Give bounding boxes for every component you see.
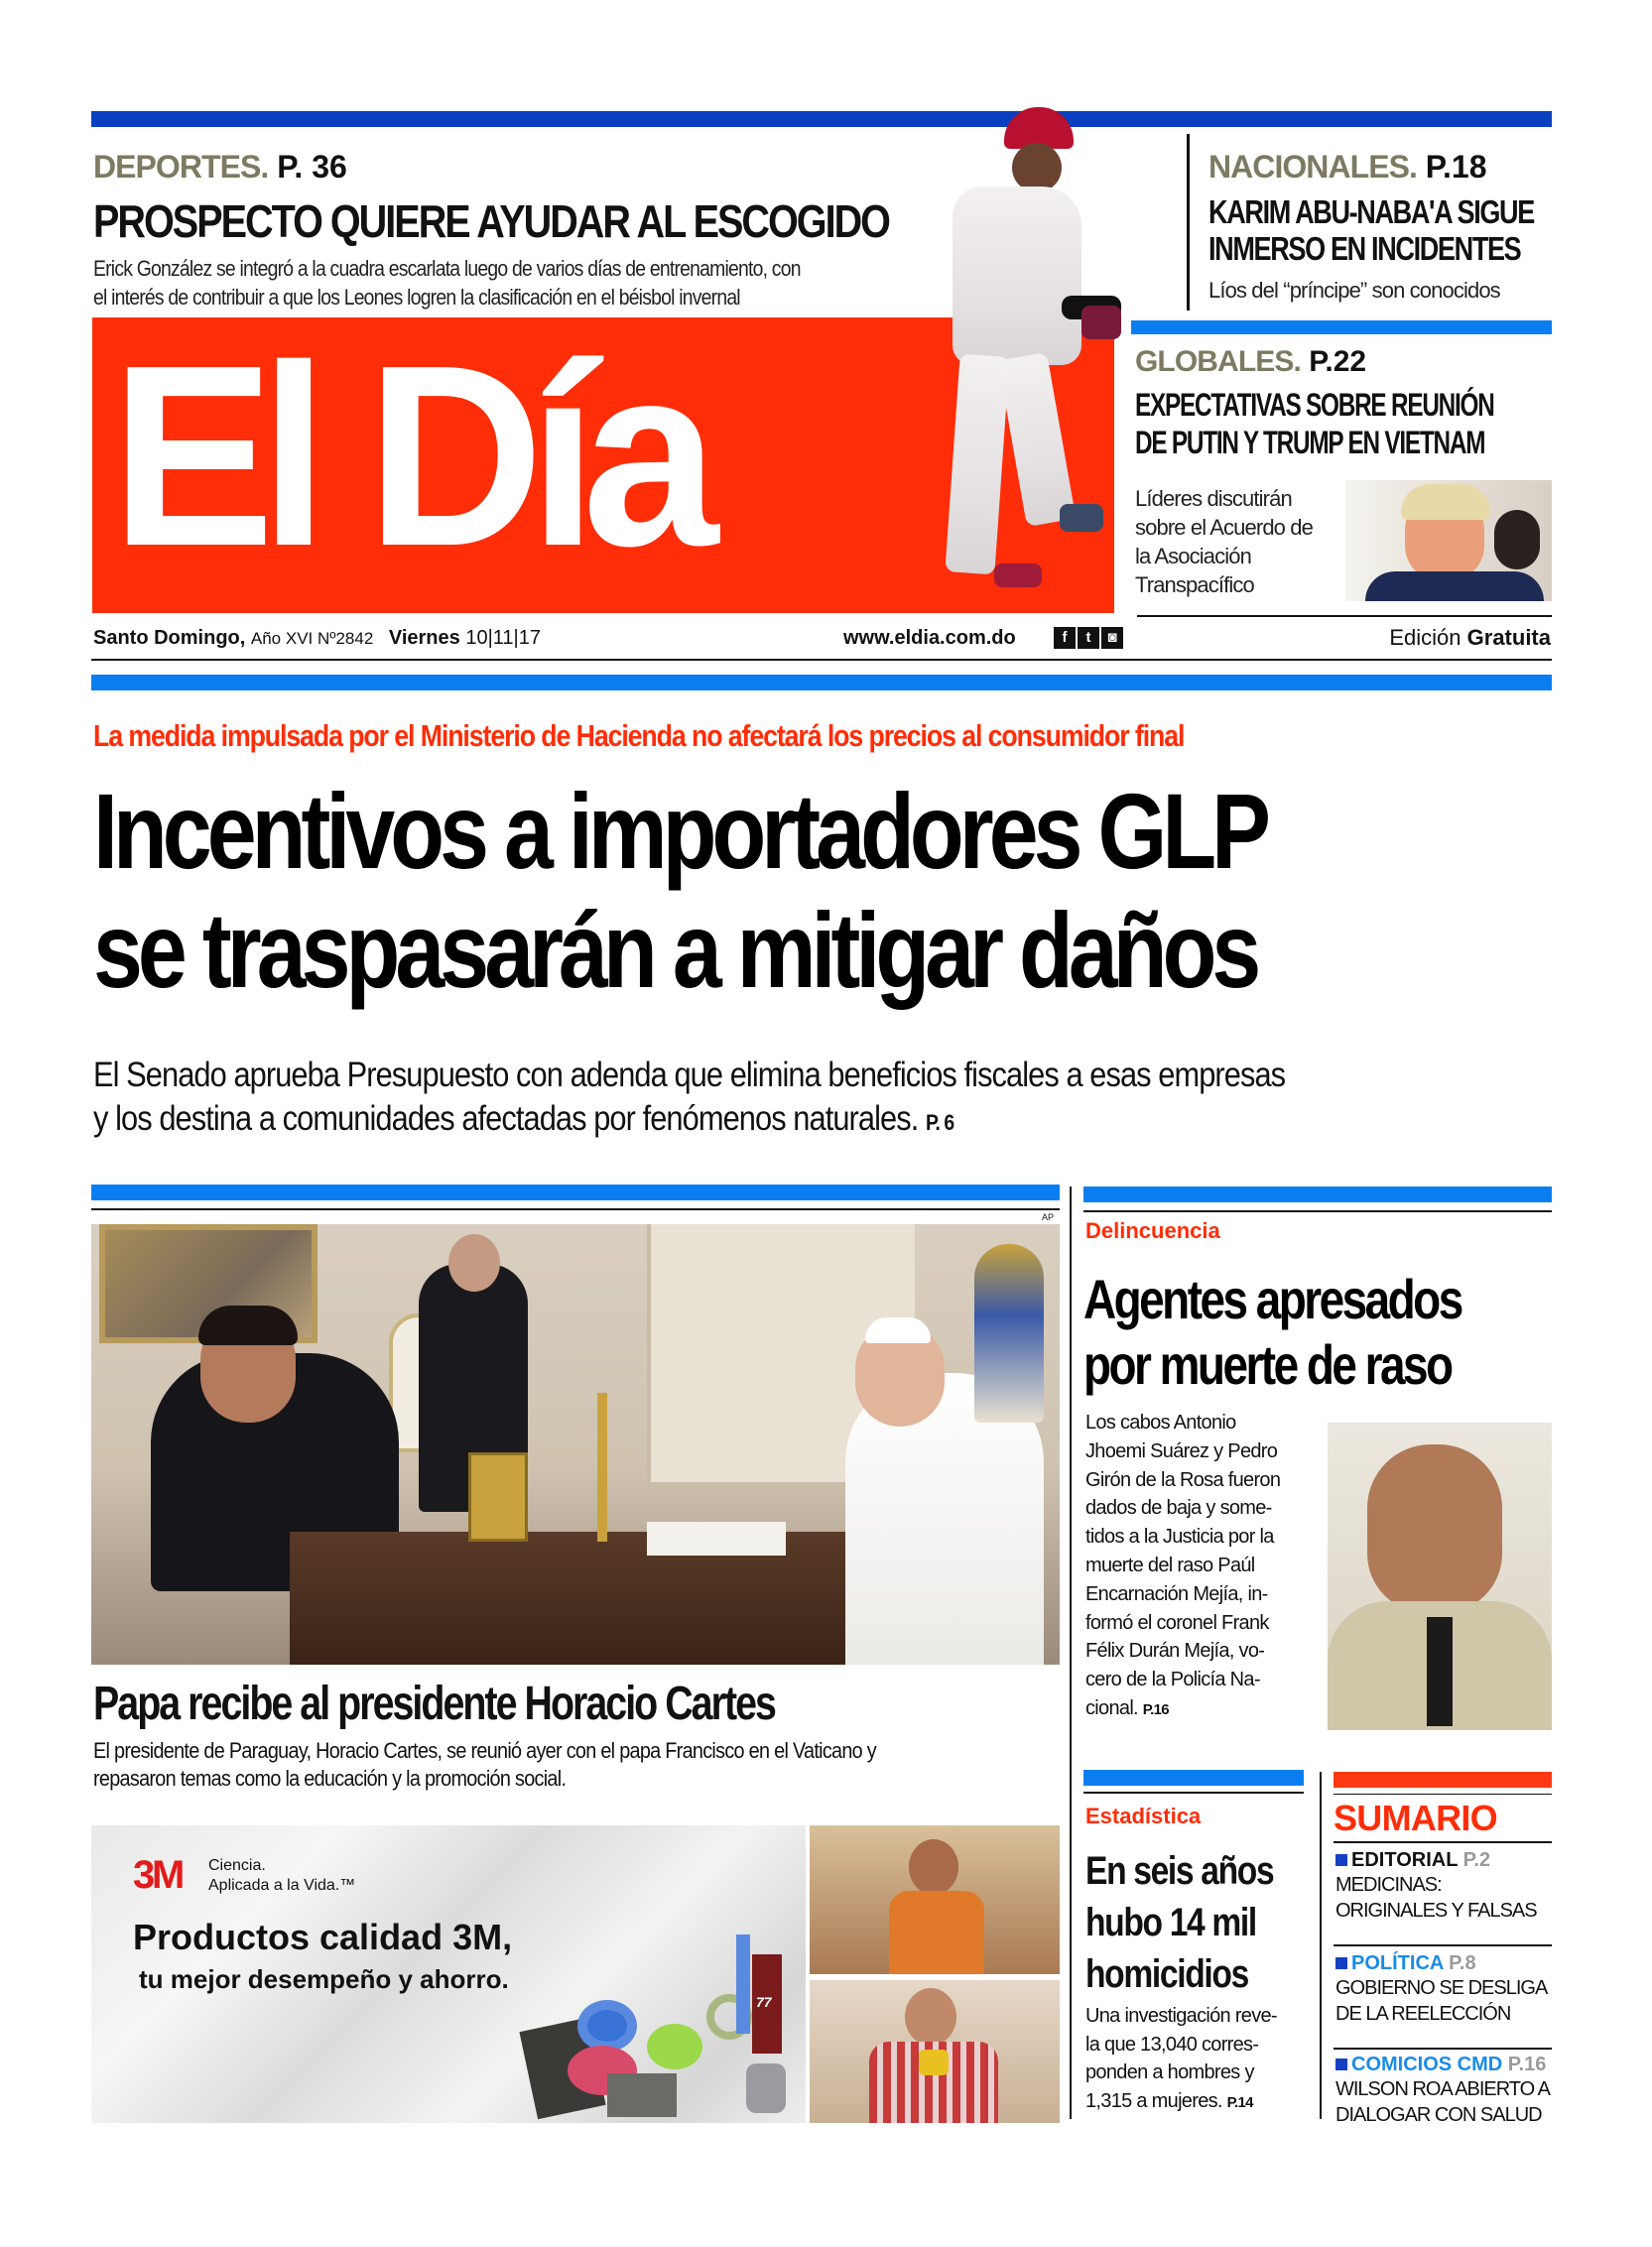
social-icons — [1054, 627, 1125, 649]
police-colonel-photo — [1328, 1423, 1552, 1730]
body-line: Girón de la Rosa fueron — [1085, 1468, 1281, 1491]
headline-line: homicidios — [1085, 1952, 1248, 1996]
sumario-item-header — [1335, 2054, 1552, 2076]
nacionales-section-label — [1208, 149, 1487, 186]
globales-top-bar — [1131, 320, 1552, 334]
lead-top-bar — [91, 675, 1552, 690]
pope-cartes-photo — [91, 1224, 1060, 1665]
ad-tagline-line1: Ciencia. — [208, 1857, 266, 1874]
ad-worker-photo-bottom — [810, 1980, 1060, 2123]
virgin-statue — [974, 1244, 1044, 1423]
page-ref: P.16 — [1142, 1700, 1169, 1718]
photo-story-rule — [91, 1208, 1060, 1210]
sumario-vertical-divider — [1320, 1772, 1322, 2119]
ad-subline: tu mejor desempeño y ahorro. — [139, 1964, 509, 1994]
bullet-square-icon — [1335, 2059, 1347, 2070]
section-name: NACIONALES. — [1208, 149, 1417, 185]
tape-measure — [919, 2050, 949, 2075]
president-hair — [198, 1306, 298, 1345]
lead-kicker: La medida impulsada por el Ministerio de Hacienda no afectará los precios al consumidor final — [93, 718, 1185, 753]
desk-papers — [647, 1522, 786, 1556]
body-line: tidos a la Justicia por la — [1085, 1526, 1274, 1549]
page-ref: P. 6 — [925, 1110, 954, 1135]
deportes-headline[interactable]: PROSPECTO QUIERE AYUDAR AL ESCOGIDO — [93, 195, 889, 247]
desk-clock — [468, 1452, 528, 1542]
pope-zucchetto — [865, 1317, 931, 1343]
stats-body — [1085, 2002, 1314, 2117]
ad-tagline-line2: Aplicada a la Vida.™ — [208, 1877, 356, 1894]
sumario-item-comicios[interactable] — [1335, 2054, 1552, 2128]
trump-photo — [1345, 480, 1552, 601]
sumario-page: P.2 — [1462, 1849, 1491, 1871]
summary-line: la Asociación — [1135, 544, 1251, 568]
stats-rule — [1083, 1792, 1304, 1794]
ad-headline: Productos calidad 3M, — [133, 1917, 513, 1957]
sumario-section: COMICIOS CMD — [1351, 2054, 1503, 2075]
deportes-summary-line2: el interés de contribuir a que los Leones logren la clasificación en el béisbol invernal — [93, 285, 740, 310]
lead-headline-line2[interactable]: se traspasarán a mitigar daños — [93, 890, 1257, 1010]
desk-crucifix — [597, 1393, 607, 1542]
standing-man-head — [448, 1234, 500, 1292]
body-line: la que 13,040 corres- — [1085, 2033, 1259, 2056]
worker-head — [905, 1988, 956, 2046]
sumario-title: SUMARIO — [1334, 1798, 1497, 1838]
crime-body — [1085, 1409, 1314, 1725]
sumario-top-rule — [1334, 1794, 1552, 1795]
vertical-divider-top — [1187, 134, 1190, 311]
sumario-line: DIALOGAR CON SALUD — [1335, 2104, 1542, 2126]
crime-headline-line2[interactable]: por muerte de raso — [1083, 1333, 1452, 1396]
crime-story-top-bar — [1083, 1186, 1552, 1202]
body-line: Félix Durán Mejía, vo- — [1085, 1640, 1265, 1663]
crime-headline-line1[interactable]: Agentes apresados — [1083, 1268, 1461, 1330]
bullet-square-icon — [1335, 1957, 1347, 1969]
sumario-page: P.8 — [1449, 1952, 1476, 1974]
instagram-icon[interactable]: ◙ — [1101, 627, 1123, 649]
globales-section-label — [1135, 345, 1366, 379]
player-jersey — [953, 187, 1081, 365]
body-line: cero de la Policía Na- — [1085, 1669, 1260, 1691]
sumario-line: MEDICINAS: — [1335, 1874, 1442, 1896]
hair-shape — [1401, 484, 1490, 520]
body-line: Los cabos Antonio — [1085, 1412, 1236, 1434]
photo-story-summary-line2: repasaron temas como la educación y la promoción social. — [93, 1766, 567, 1791]
lead-deck-line1: El Senado aprueba Presupuesto con adenda que elimina beneficios fiscales a esas empresas — [93, 1056, 1286, 1094]
deck-text: y los destina a comunidades afectadas por fenómenos naturales. — [93, 1099, 919, 1138]
sumario-item-editorial[interactable] — [1335, 1849, 1552, 1924]
body-line-last — [1085, 1694, 1314, 1725]
sumario-line: DE LA REELECCIÓN — [1335, 2003, 1511, 2025]
body-line: dados de baja y some- — [1085, 1497, 1272, 1520]
lead-deck-line2 — [93, 1099, 953, 1139]
section-name: GLOBALES. — [1135, 345, 1301, 378]
headline-line: En seis años — [1085, 1849, 1274, 1893]
city: Santo Domingo, — [93, 627, 246, 649]
sumario-section: POLÍTICA — [1351, 1952, 1444, 1974]
body-line: Jhoemi Suárez y Pedro — [1085, 1439, 1278, 1462]
body-line-last — [1085, 2087, 1314, 2118]
crime-story-rule — [1083, 1210, 1552, 1212]
sumario-item-header — [1335, 1849, 1552, 1872]
photo-credit: AP — [1042, 1212, 1055, 1222]
ad-tape-green — [647, 2024, 702, 2069]
deportes-section-label — [93, 149, 347, 186]
stats-headline[interactable] — [1085, 1845, 1309, 2000]
nacionales-headline-line2[interactable]: INMERSO EN INCIDENTES — [1208, 230, 1521, 267]
baseball-player-photo — [913, 107, 1121, 603]
player-face — [1012, 143, 1062, 192]
ad-logo-3m: 3M — [133, 1853, 183, 1897]
summary-line: Líderes discutirán — [1135, 486, 1292, 511]
sumario-title-rule — [1334, 1841, 1552, 1843]
info-line-top-rule — [1137, 615, 1552, 617]
page-ref: P.14 — [1226, 2093, 1253, 2111]
headline-line: hubo 14 mil — [1085, 1901, 1256, 1944]
bullet-square-icon — [1335, 1854, 1347, 1866]
summary-line: sobre el Acuerdo de — [1135, 515, 1313, 540]
body-text: 1,315 a mujeres. — [1085, 2089, 1222, 2112]
worker-apron — [889, 1891, 984, 1974]
section-name: DEPORTES. — [93, 149, 269, 185]
photo-story-headline[interactable]: Papa recibe al presidente Horacio Cartes — [93, 1678, 775, 1730]
section-page: P.18 — [1425, 149, 1487, 185]
body-line: Una investigación reve- — [1085, 2005, 1277, 2027]
sumario-top-bar — [1334, 1772, 1552, 1788]
globales-summary — [1135, 484, 1334, 599]
section-page: P. 36 — [277, 149, 347, 185]
sumario-divider — [1334, 2048, 1552, 2050]
edition-label: Edición — [1389, 625, 1461, 650]
advertisement-3m[interactable] — [91, 1825, 806, 2123]
player-leg-right — [998, 352, 1077, 527]
sumario-item-header — [1335, 1952, 1552, 1975]
edition-info-left — [93, 627, 541, 650]
stats-kicker: Estadística — [1085, 1804, 1202, 1828]
sumario-line: GOBIERNO SE DESLIGA — [1335, 1977, 1548, 1999]
summary-line: Transpacífico — [1135, 572, 1254, 597]
sumario-line: ORIGINALES Y FALSAS — [1335, 1900, 1537, 1922]
sumario-line: WILSON ROA ABIERTO A — [1335, 2078, 1551, 2100]
section-page: P.22 — [1309, 345, 1367, 378]
colonel-tie — [1427, 1617, 1453, 1726]
website-link[interactable]: www.eldia.com.do — [843, 627, 1016, 649]
globales-headline-line1[interactable]: EXPECTATIVAS SOBRE REUNIÓN — [1135, 387, 1494, 423]
ad-scouring-pad — [607, 2073, 677, 2117]
sumario-page: P.16 — [1507, 2054, 1547, 2075]
center-vertical-divider — [1070, 1186, 1072, 2119]
deportes-summary-line1: Erick González se integró a la cuadra escarlata luego de varios días de entrenamiento, con — [93, 256, 801, 281]
body-line: ponden a hombres y — [1085, 2061, 1254, 2083]
edition-value: Gratuita — [1466, 625, 1551, 650]
twitter-icon[interactable]: t — [1078, 627, 1099, 649]
ad-spray-label: 77 — [756, 1994, 772, 2010]
ad-gloves — [746, 2063, 786, 2113]
nacionales-summary: Líos del “príncipe” son conocidos — [1208, 278, 1500, 303]
body-line: Encarnación Mejía, in- — [1085, 1582, 1268, 1605]
body-line: muerte del raso Paúl — [1085, 1554, 1255, 1576]
body-line: formó el coronel Frank — [1085, 1611, 1269, 1634]
lead-headline-line1[interactable]: Incentivos a importadores GLP — [93, 771, 1267, 891]
ad-worker-photo-top — [810, 1825, 1060, 1974]
globales-headline-line2[interactable]: DE PUTIN Y TRUMP EN VIETNAM — [1135, 425, 1485, 460]
photo-story-summary-line1: El presidente de Paraguay, Horacio Cartes, se reunió ayer con el papa Francisco en el Vaticano y — [93, 1738, 877, 1763]
sumario-divider — [1334, 1944, 1552, 1946]
top-blue-bar — [91, 111, 1552, 127]
issue-number: Año XVI Nº2842 — [250, 629, 374, 648]
body-text: cional. — [1085, 1696, 1138, 1719]
player-glove — [1081, 306, 1121, 339]
weekday: Viernes — [388, 627, 460, 649]
nacionales-headline-line1[interactable]: KARIM ABU-NABA'A SIGUE — [1208, 193, 1534, 230]
background-person — [1494, 510, 1540, 569]
edition-type — [1389, 625, 1551, 651]
ad-sealant-tube — [736, 1935, 750, 2034]
player-shoe-right — [1060, 504, 1103, 532]
worker-head — [909, 1839, 958, 1895]
info-line-bottom-rule — [91, 659, 1552, 661]
sumario-item-politica[interactable] — [1335, 1952, 1552, 2027]
date: 10|11|17 — [465, 627, 541, 649]
photo-story-top-bar — [91, 1185, 1060, 1200]
colonel-head — [1367, 1444, 1502, 1613]
ad-tape-blue — [577, 2000, 637, 2052]
newspaper-logo[interactable]: El Día — [111, 312, 704, 600]
stats-top-bar — [1083, 1770, 1304, 1786]
sumario-section: EDITORIAL — [1351, 1849, 1459, 1871]
player-leg-left — [945, 354, 1009, 575]
facebook-icon[interactable]: f — [1054, 627, 1076, 649]
suit-shape — [1365, 571, 1544, 601]
player-shoe-left — [994, 563, 1042, 587]
crime-kicker: Delincuencia — [1085, 1218, 1220, 1243]
